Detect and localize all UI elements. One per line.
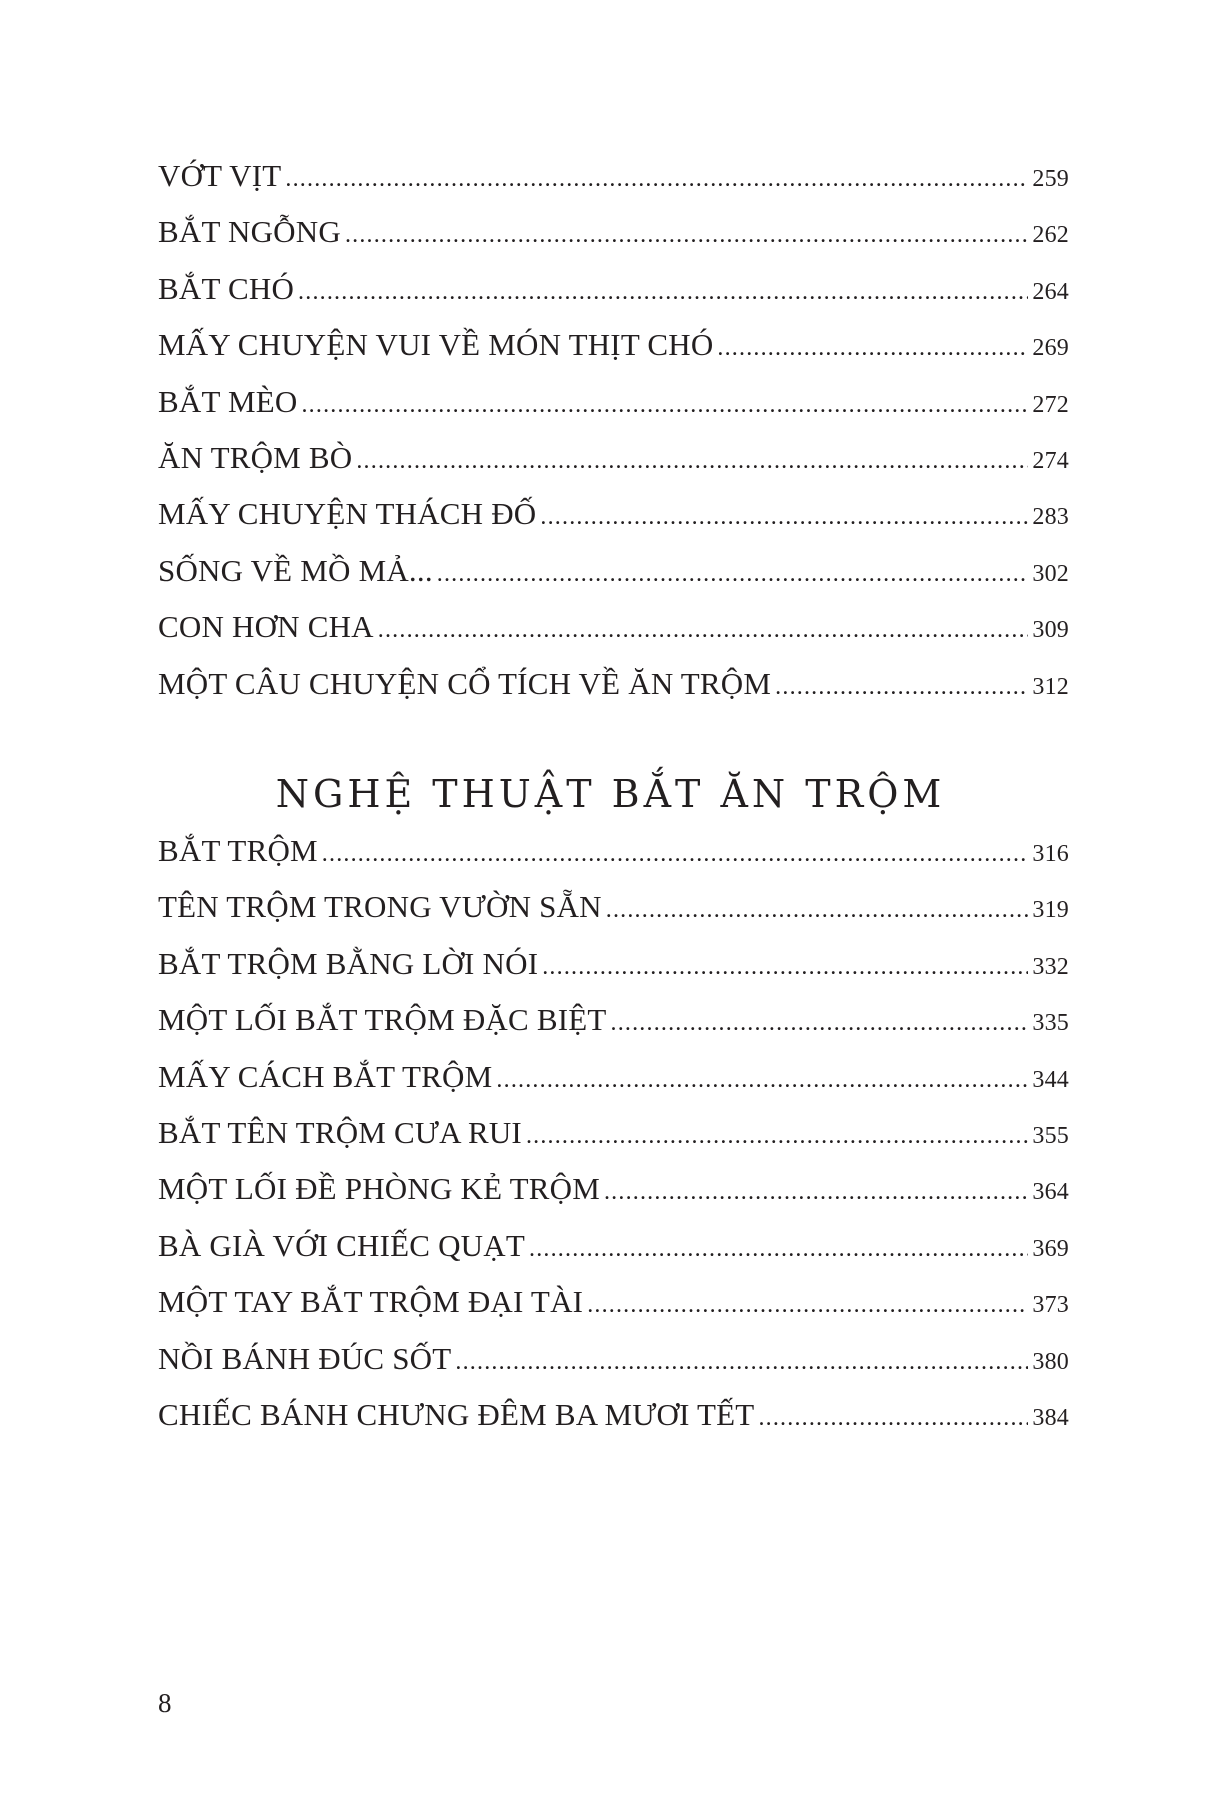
toc-entry-title: VỚT VỊT	[158, 158, 282, 193]
toc-entry[interactable]	[158, 496, 1069, 552]
toc-entry-title: BẮT TÊN TRỘM CƯA RUI	[158, 1114, 522, 1150]
dot-leader	[496, 1067, 1028, 1094]
dot-leader	[285, 166, 1028, 193]
dot-leader	[606, 897, 1029, 924]
dot-leader	[587, 1292, 1028, 1319]
toc-entry-title: MỘT LỐI BẮT TRỘM ĐẶC BIỆT	[158, 1002, 607, 1038]
toc-entry-page: 283	[1032, 504, 1069, 531]
toc-entry[interactable]	[158, 327, 1069, 383]
toc-entry[interactable]	[158, 214, 1069, 270]
toc-entry-title: MỘT LỐI ĐỀ PHÒNG KẺ TRỘM	[158, 1171, 600, 1207]
toc-entry-page: 319	[1032, 897, 1069, 924]
toc-entry-page: 384	[1032, 1404, 1069, 1431]
dot-leader	[717, 335, 1028, 362]
dot-leader	[540, 504, 1028, 531]
toc-entry[interactable]	[158, 666, 1069, 722]
dot-leader	[758, 1405, 1028, 1432]
dot-leader	[611, 1010, 1029, 1037]
toc-entry-title: CON HƠN CHA	[158, 609, 374, 645]
toc-entry-title: BẮT TRỘM BẰNG LỜI NÓI	[158, 945, 539, 981]
toc-entry[interactable]	[158, 158, 1069, 214]
toc-entry-title: TÊN TRỘM TRONG VƯỜN SẴN	[158, 889, 602, 925]
dot-leader	[604, 1179, 1028, 1206]
toc-entry-page: 332	[1032, 953, 1069, 980]
toc-entry-page: 262	[1032, 222, 1069, 249]
toc-entry[interactable]	[158, 1171, 1069, 1227]
toc-entry-page: 373	[1032, 1292, 1069, 1319]
toc-entry-title: BẮT CHÓ	[158, 270, 295, 306]
toc-entry-page: 335	[1032, 1010, 1069, 1037]
toc-entry-page: 316	[1032, 841, 1069, 867]
dot-leader	[542, 954, 1028, 981]
toc-entry-page: 302	[1032, 560, 1069, 587]
toc-entry[interactable]	[158, 889, 1069, 945]
toc-section-1	[158, 158, 1069, 722]
toc-entry[interactable]	[158, 1002, 1069, 1058]
dot-leader	[298, 279, 1028, 306]
toc-entry-title: BÀ GIÀ VỚI CHIẾC QUẠT	[158, 1227, 525, 1263]
toc-entry-page: 272	[1032, 391, 1069, 418]
toc-entry-title: SỐNG VỀ MỒ MẢ...	[158, 552, 433, 588]
toc-entry-title: BẮT NGỖNG	[158, 214, 341, 250]
toc-entry-title: MẤY CÁCH BẮT TRỘM	[158, 1058, 493, 1094]
toc-entry-page: 355	[1032, 1122, 1069, 1149]
dot-leader	[526, 1123, 1028, 1150]
dot-leader	[437, 561, 1029, 588]
toc-entry[interactable]	[158, 1341, 1069, 1397]
toc-entry[interactable]	[158, 1115, 1069, 1171]
toc-entry-page: 274	[1032, 447, 1069, 474]
toc-entry[interactable]	[158, 833, 1069, 889]
toc-entry-title: MẤY CHUYỆN THÁCH ĐỐ	[158, 496, 537, 532]
toc-entry[interactable]	[158, 946, 1069, 1002]
dot-leader	[775, 674, 1028, 701]
toc-entry-title: NỒI BÁNH ĐÚC SỐT	[158, 1340, 452, 1376]
section-heading: NGHỆ THUẬT BẮT ĂN TRỘM	[275, 772, 946, 816]
toc-entry-page: 364	[1032, 1179, 1069, 1206]
toc-entry-page: 309	[1032, 617, 1069, 644]
toc-entry-page: 312	[1032, 673, 1069, 700]
toc-entry-title: ĂN TRỘM BÒ	[158, 439, 353, 475]
toc-entry[interactable]	[158, 271, 1069, 327]
dot-leader	[529, 1236, 1028, 1263]
toc-entry[interactable]	[158, 609, 1069, 665]
dot-leader	[322, 841, 1029, 868]
dot-leader	[455, 1349, 1028, 1376]
toc-entry-title: MẤY CHUYỆN VUI VỀ MÓN THỊT CHÓ	[158, 327, 714, 363]
dot-leader	[345, 222, 1028, 249]
toc-entry[interactable]	[158, 1059, 1069, 1115]
dot-leader	[378, 617, 1029, 644]
toc-entry-title: MỘT CÂU CHUYỆN CỔ TÍCH VỀ ĂN TRỘM	[158, 665, 772, 701]
dot-leader	[301, 392, 1028, 419]
toc-entry[interactable]	[158, 1228, 1069, 1284]
toc-entry-title: BẮT MÈO	[158, 383, 298, 419]
toc-entry-title: CHIẾC BÁNH CHƯNG ĐÊM BA MƯƠI TẾT	[158, 1396, 755, 1432]
toc-entry-page: 264	[1032, 278, 1069, 305]
page-number: 8	[158, 1688, 172, 1718]
toc-entry-page: 369	[1032, 1235, 1069, 1262]
toc-section-2	[158, 833, 1069, 1453]
toc-entry[interactable]	[158, 384, 1069, 440]
toc-entry[interactable]	[158, 440, 1069, 496]
toc-entry-title: BẮT TRỘM	[158, 833, 318, 868]
toc-entry-page: 344	[1032, 1066, 1069, 1093]
toc-entry-page: 269	[1032, 335, 1069, 362]
toc-entry[interactable]	[158, 1397, 1069, 1453]
dot-leader	[356, 448, 1028, 475]
toc-entry-title: MỘT TAY BẮT TRỘM ĐẠI TÀI	[158, 1284, 584, 1320]
toc-entry-page: 259	[1032, 166, 1069, 192]
toc-entry[interactable]	[158, 1284, 1069, 1340]
toc-entry[interactable]	[158, 553, 1069, 609]
toc-entry-page: 380	[1032, 1348, 1069, 1375]
